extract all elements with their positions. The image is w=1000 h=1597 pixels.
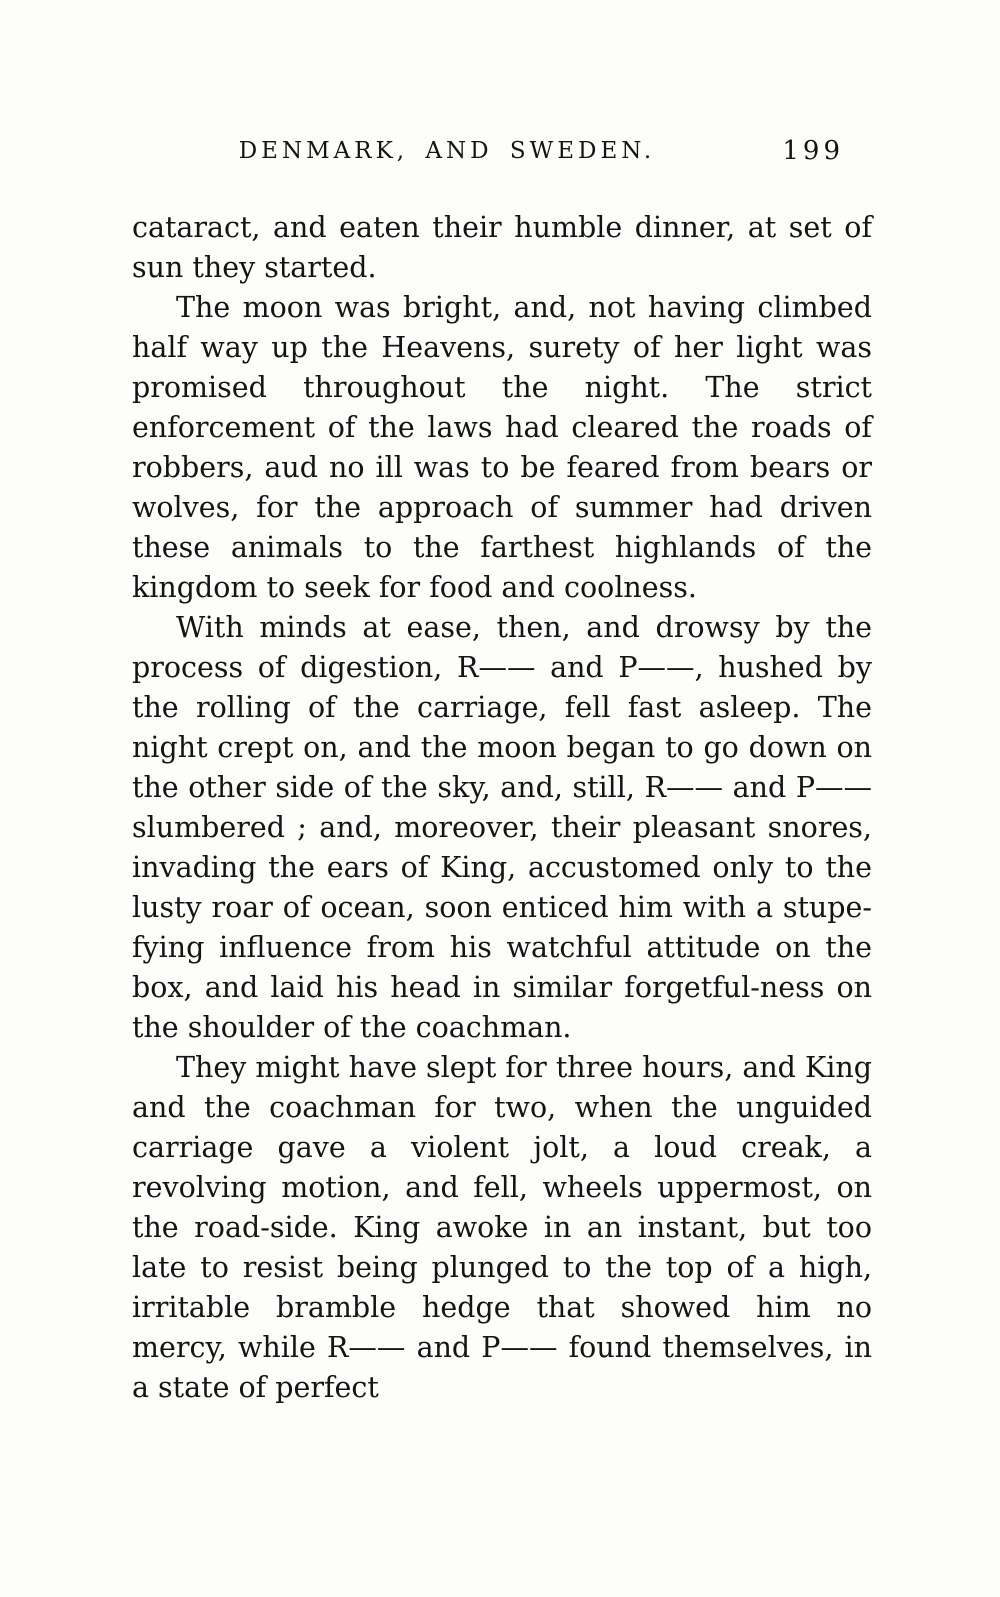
body-text-block bbox=[132, 208, 872, 1408]
paragraph: They might have slept for three hours, and King and the coachman for two, when the unguided carriage gave a violent jolt, a loud creak, a revolving motion, and fell, wheels uppermost, on the road-side. King awoke in an instant, but too late to resist being plunged to the top of a high, irritable bramble hedge that showed him no mercy, while R—— and P—— found themselves, in a state of perfect bbox=[132, 1051, 872, 1404]
paragraph: With minds at ease, then, and drowsy by the process of digestion, R—— and P——, hushed by the rolling of the carriage, fell fast asleep. The night crept on, and the moon began to go down on the other side of the sky, and, still, R—— and P—— slumbered ; and, moreover, their pleasant snores, invading the ears of King, accustomed only to the lusty roar of ocean, soon enticed him with a stupe-fying influence from his watchful attitude on the box, and laid his head in similar forgetful-ness on the shoulder of the coachman. bbox=[132, 611, 872, 1044]
paragraph: cataract, and eaten their humble dinner, at set of sun they started. bbox=[132, 211, 872, 284]
running-header bbox=[132, 138, 872, 172]
page-number: 199 bbox=[782, 136, 844, 166]
paragraph: The moon was bright, and, not having climbed half way up the Heavens, surety of her light was promised throughout the night. The strict enforcement of the laws had cleared the roads of robbers, aud no ill was to be feared from bears or wolves, for the approach of summer had driven these animals to the farthest highlands of the kingdom to seek for food and coolness. bbox=[132, 291, 872, 604]
page-header-title: DENMARK, AND SWEDEN. bbox=[238, 138, 656, 164]
